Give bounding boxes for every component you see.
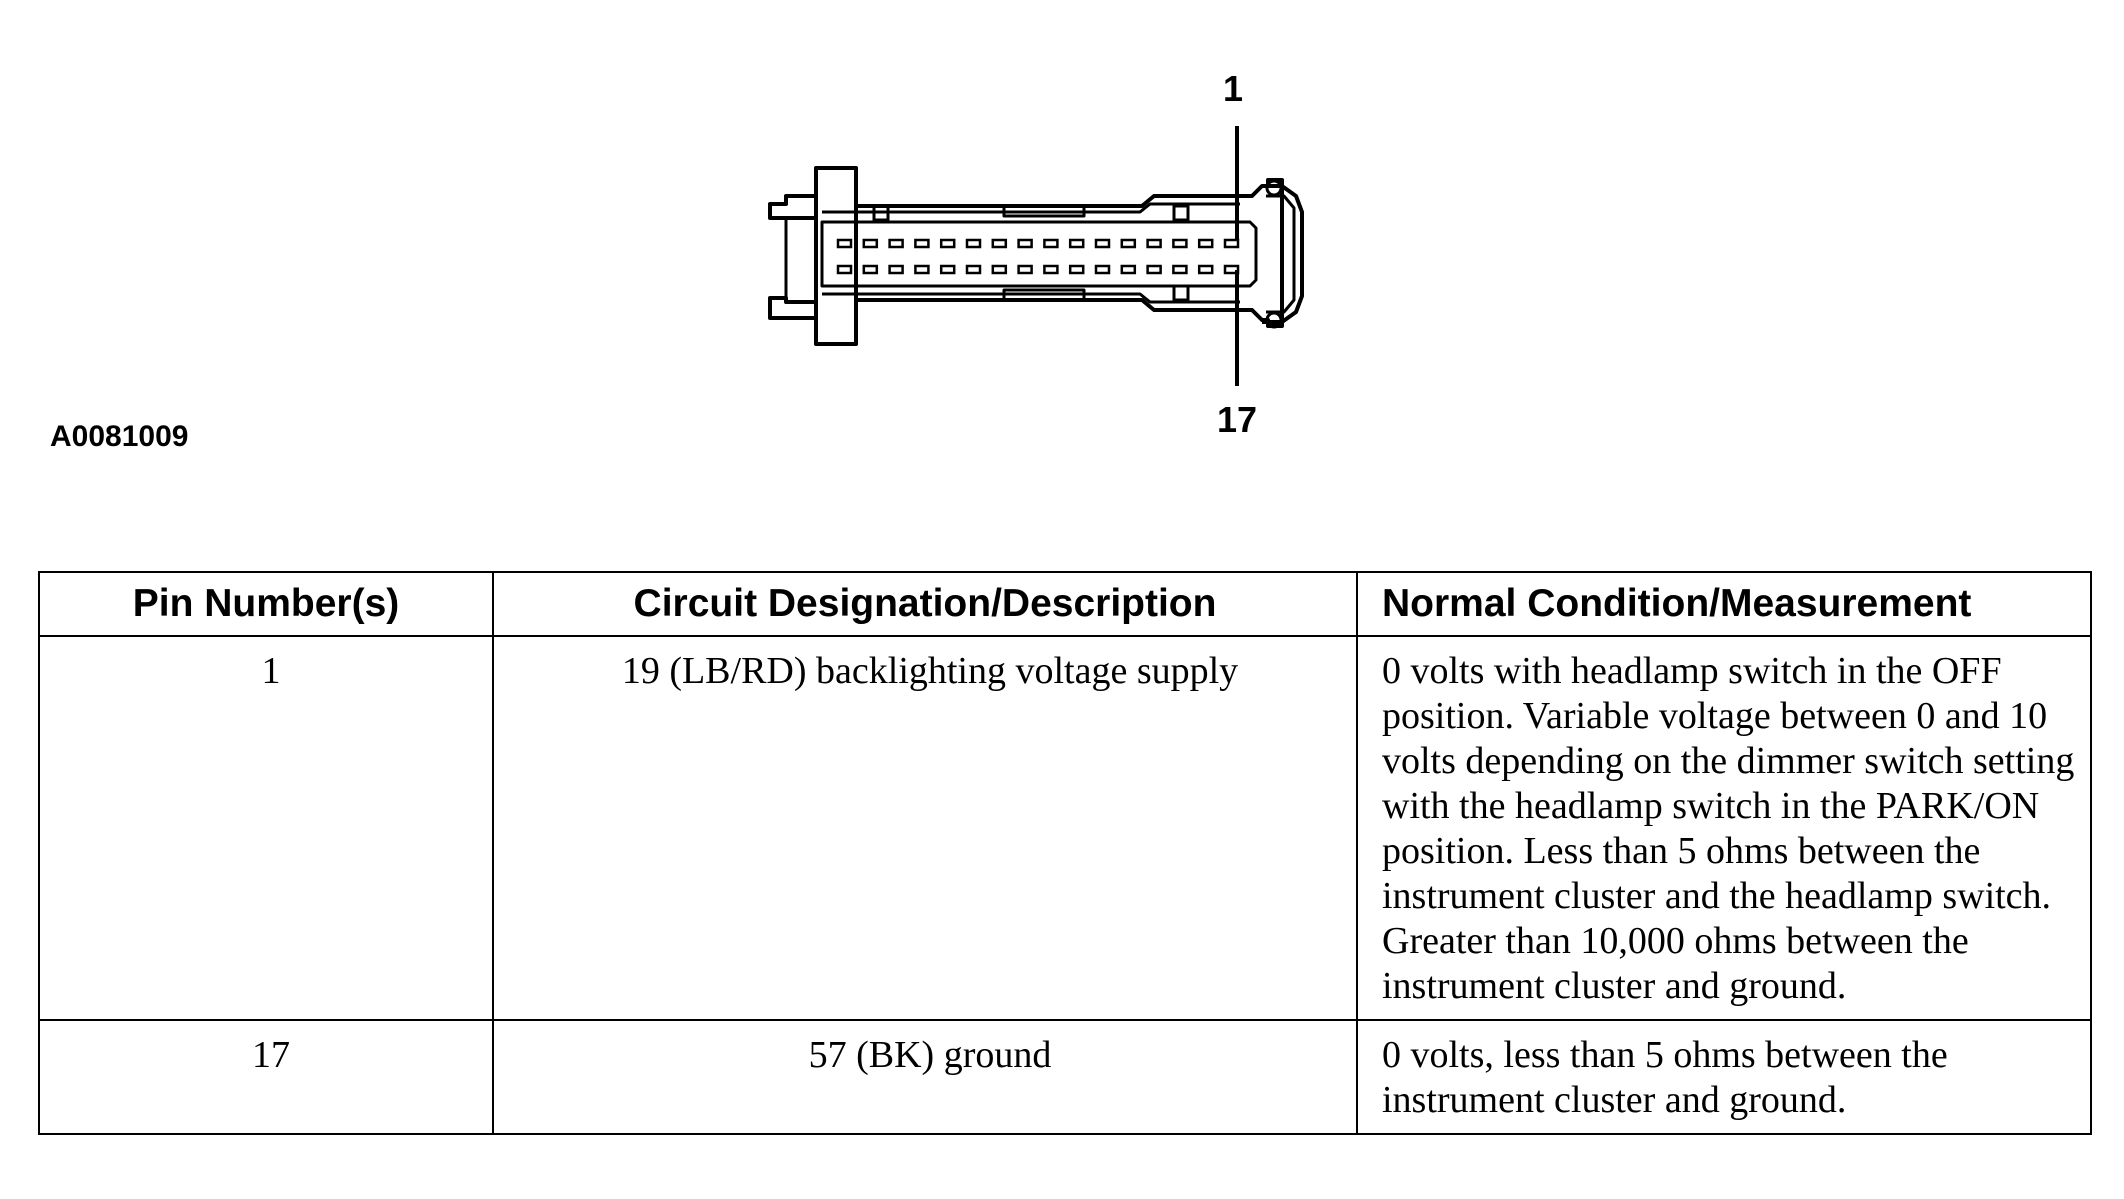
pin-slot	[1019, 240, 1032, 247]
pin-slot	[993, 240, 1006, 247]
cell-pin: 17	[39, 1020, 493, 1134]
table-row	[39, 636, 2091, 1020]
header-circuit: Circuit Designation/Description	[493, 572, 1357, 636]
pin-slot	[838, 266, 851, 273]
pin-slot	[915, 240, 928, 247]
pin-table	[38, 571, 2092, 1135]
pin-slot	[993, 266, 1006, 273]
pin-slot	[1199, 266, 1212, 273]
table-header-row	[39, 572, 2091, 636]
cell-condition: 0 volts with headlamp switch in the OFF position. Variable voltage between 0 and 10 volts depending on the dimmer switch setting with the headlamp switch in the PARK/ON position. Less than 5 ohms between the instrument cluster and the headlamp switch. Greater than 10,000 ohms between the instrument cluster and ground.	[1357, 636, 2091, 1020]
pin-slot	[1019, 266, 1032, 273]
pin-1-label: 1	[1222, 68, 1244, 109]
pin-slot	[1096, 266, 1109, 273]
cell-pin: 1	[39, 636, 493, 1020]
pin-slot	[915, 266, 928, 273]
pin-slot	[890, 266, 903, 273]
pin-slot	[941, 240, 954, 247]
pin-row-bottom	[838, 266, 1238, 273]
pin-slot	[1044, 240, 1057, 247]
connector-body	[770, 168, 1302, 344]
cell-circuit: 57 (BK) ground	[493, 1020, 1357, 1134]
pin-slot	[1199, 240, 1212, 247]
header-condition: Normal Condition/Measurement	[1357, 572, 2091, 636]
pin-17-label: 17	[1216, 399, 1258, 440]
pin-row-top	[838, 240, 1238, 247]
pin-slot	[1173, 266, 1186, 273]
pin-slot	[1148, 266, 1161, 273]
pin-slot	[1122, 266, 1135, 273]
pin-slot	[1070, 240, 1083, 247]
pin-slot	[967, 240, 980, 247]
header-pin-number: Pin Number(s)	[39, 572, 493, 636]
pin-slot	[838, 240, 851, 247]
cell-circuit: 19 (LB/RD) backlighting voltage supply	[493, 636, 1357, 1020]
pin-slot	[967, 266, 980, 273]
pin-slot	[1044, 266, 1057, 273]
pin-slot	[1070, 266, 1083, 273]
pin-slot	[1148, 240, 1161, 247]
pin-slot	[890, 240, 903, 247]
table-row	[39, 1020, 2091, 1134]
pin-slot	[1096, 240, 1109, 247]
figure-id: A0081009	[50, 420, 189, 453]
pin-slot	[864, 266, 877, 273]
pin-slot	[941, 266, 954, 273]
pin-slot	[1173, 240, 1186, 247]
connector-diagram	[0, 0, 2124, 560]
pin-slot	[1225, 240, 1238, 247]
cell-condition: 0 volts, less than 5 ohms between the instrument cluster and ground.	[1357, 1020, 2091, 1134]
pin-slot	[864, 240, 877, 247]
pin-slot	[1122, 240, 1135, 247]
